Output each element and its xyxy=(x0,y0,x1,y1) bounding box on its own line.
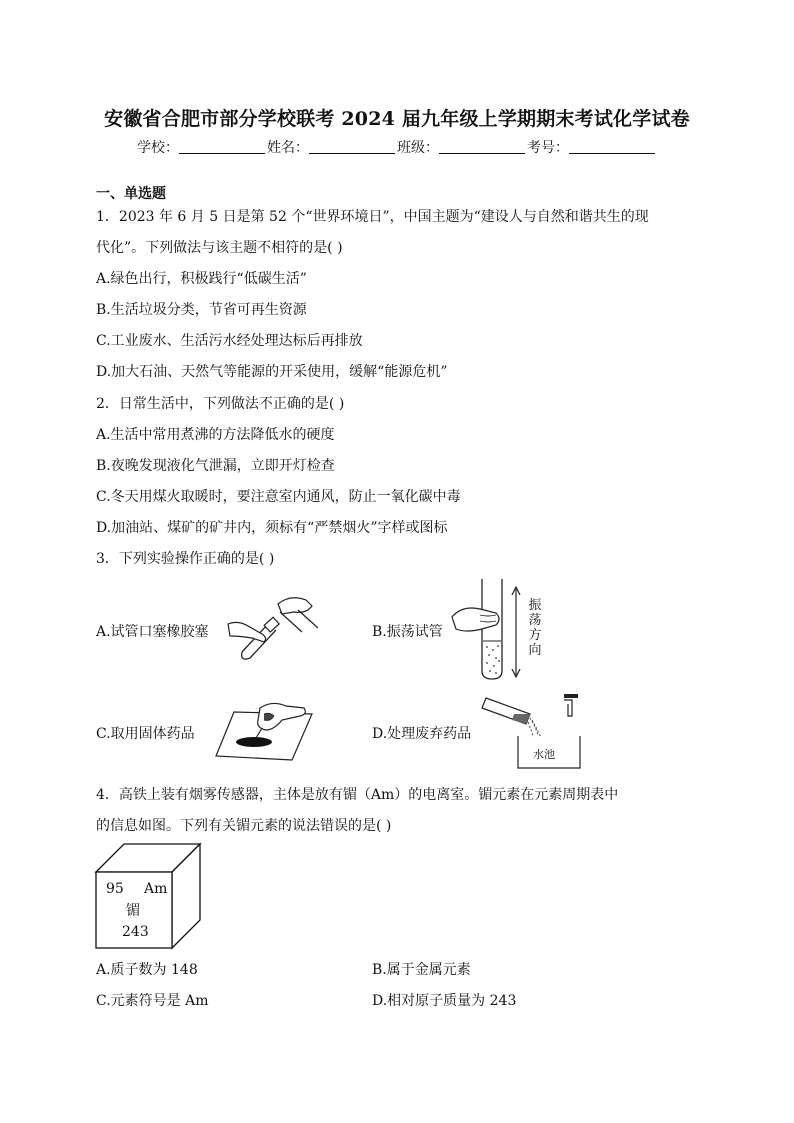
exam-title: 安徽省合肥市部分学校联考 2024 届九年级上学期期末考试化学试卷 xyxy=(104,108,690,130)
student-info-line xyxy=(0,137,794,157)
name-blank[interactable] xyxy=(309,139,395,154)
q2-option-c: C.冬天用煤火取暖时，要注意室内通风，防止一氧化碳中毒 xyxy=(96,489,461,505)
q4-option-d: D.相对原子质量为 243 xyxy=(372,993,517,1009)
school-blank[interactable] xyxy=(179,139,265,154)
class-blank[interactable] xyxy=(439,139,525,154)
q2-option-a: A.生活中常用煮沸的方法降低水的硬度 xyxy=(96,427,335,443)
q2-stem: 2．日常生活中，下列做法不正确的是( ) xyxy=(96,396,345,412)
double-arrow-icon xyxy=(512,587,520,677)
q1-option-a: A.绿色出行，积极践行“低碳生活” xyxy=(96,271,307,287)
q1-option-b: B.生活垃圾分类，节省可再生资源 xyxy=(96,302,307,318)
q4-option-a: A.质子数为 148 xyxy=(96,962,198,978)
q3-option-d: D.处理废弃药品 xyxy=(372,726,472,742)
q3-option-a: A.试管口塞橡胶塞 xyxy=(96,624,209,640)
q4-option-c: C.元素符号是 Am xyxy=(96,993,209,1009)
q3-option-b: B.振荡试管 xyxy=(372,624,443,640)
shake-label-char: 荡 xyxy=(528,613,542,628)
q4-stem-line2: 的信息如图。下列有关镅元素的说法错误的是( ) xyxy=(96,818,392,834)
q1-stem-line1: 1．2023 年 6 月 5 日是第 52 个“世界环境日”，中国主题为“建设人与自然和谐共生的现 xyxy=(96,209,649,225)
section-heading: 一、单选题 xyxy=(96,186,166,202)
solid-reagent-illustration xyxy=(216,700,316,762)
stopper-test-tube-illustration xyxy=(222,592,322,664)
q1-option-d: D.加大石油、天然气等能源的开采使用，缓解“能源危机” xyxy=(96,364,448,380)
q4-option-b: B.属于金属元素 xyxy=(372,962,471,978)
class-label: 班级： xyxy=(397,140,439,156)
powder-pile-icon xyxy=(236,737,272,747)
sink-label: 水池 xyxy=(533,748,555,761)
element-atomic-mass: 243 xyxy=(122,924,149,940)
school-label: 学校： xyxy=(137,140,179,156)
element-name: 镅 xyxy=(126,903,140,919)
q3-stem: 3．下列实验操作正确的是( ) xyxy=(96,551,275,567)
q1-stem-line2: 代化”。下列做法与该主题不相符的是( ) xyxy=(96,240,343,256)
q4-stem-line1: 4．高铁上装有烟雾传感器，主体是放有镅（Am）的电离室。镅元素在元素周期表中 xyxy=(96,787,619,803)
q2-option-b: B.夜晚发现液化气泄漏，立即开灯检查 xyxy=(96,458,335,474)
number-blank[interactable] xyxy=(569,139,655,154)
q3-option-c: C.取用固体药品 xyxy=(96,726,195,742)
shake-label-char: 向 xyxy=(528,643,542,658)
name-label: 姓名： xyxy=(267,140,309,156)
test-tube-icon xyxy=(482,698,530,724)
q2-option-d: D.加油站、煤矿的矿井内，须标有“严禁烟火”字样或图标 xyxy=(96,520,448,536)
number-label: 考号： xyxy=(527,140,569,156)
q1-option-c: C.工业废水、生活污水经处理达标后再排放 xyxy=(96,333,363,349)
element-atomic-number: 95 xyxy=(106,881,124,897)
test-tube-icon xyxy=(482,579,502,679)
shake-label-char: 方 xyxy=(528,628,542,643)
faucet-icon xyxy=(564,694,578,716)
shake-label-char: 振 xyxy=(528,598,542,613)
element-symbol: Am xyxy=(144,881,168,897)
shake-direction-label xyxy=(527,598,543,658)
